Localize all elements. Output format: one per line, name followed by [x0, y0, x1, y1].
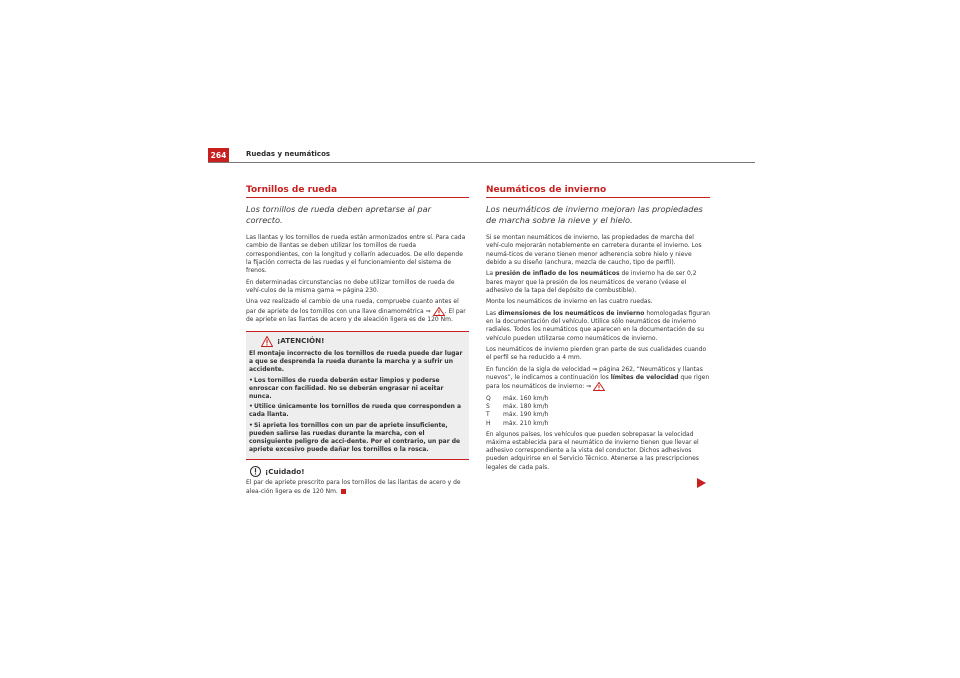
section-end-marker	[341, 489, 346, 494]
paragraph: Las llantas y los tornillos de rueda están armonizados entre sí. Para cada cambio de llantas se deben utilizar los tornillos de rueda correspondientes, con la longitud y collarín adecuados. De ello depende la fijación correcta de las ruedas y el funcionamiento del sistema de frenos.	[246, 234, 466, 275]
section-subtitle: Los tornillos de rueda deben apretarse al par correcto.	[246, 204, 432, 226]
bold-term: presión de inflado de los neumáticos	[494, 270, 620, 278]
paragraph: En algunos países, los vehículos que pueden sobrepasar la velocidad máxima establecida para el neumático de invierno tienen que llevar el adhesivo correspondiente a la vista del conductor. Dichos adhesivos pueden adquirirse en el Servicio Técnico. Atenerse a las prescripciones legales de cada país.	[486, 430, 699, 471]
warning-title: ¡ATENCIÓN!	[277, 336, 325, 346]
page-number: 264	[208, 148, 229, 162]
paragraph: Monte los neumáticos de invierno en las cuatro ruedas.	[486, 298, 653, 306]
caution-box	[246, 466, 469, 495]
bullet-icon: •	[249, 421, 253, 429]
caution-title: ¡Cuidado!	[265, 466, 305, 476]
warning-bullet: •Si aprieta los tornillos con un par de apriete insuficiente, pueden salirse las ruedas durante la marcha, con el consiguiente peligro de acci-dente. Por el contrario, un par de apriete excesivo puede dañar los tornillos o la rosca.	[249, 421, 461, 454]
paragraph: En función de la sigla de velocidad ⇒ página 262, “Neumáticos y llantas nuevos”, le indicamos a continuación los límites de velocidad que rigen para los neumáticos de invierno: ⇒	[486, 366, 710, 391]
warning-bullet: •Utilice únicamente los tornillos de rueda que corresponden a cada llanta.	[249, 403, 462, 419]
header-rule	[208, 162, 755, 163]
bullet-icon: •	[249, 376, 253, 384]
paragraph: La presión de inflado de los neumáticos de invierno ha de ser 0,2 bares mayor que la presión de los neumáticos de verano (véase el adhesivo de la tapa del depósito de combustible).	[486, 270, 697, 294]
section-heading-winter-tyres: Neumáticos de invierno	[486, 186, 710, 198]
section-heading-wheel-bolts: Tornillos de rueda	[246, 186, 469, 198]
paragraph: Los neumáticos de invierno pierden gran parte de sus cualidades cuando el perfil se ha reducido a 4 mm.	[486, 346, 707, 362]
left-column	[246, 186, 469, 499]
bullet-icon: •	[249, 403, 253, 411]
paragraph: Si se montan neumáticos de invierno, las propiedades de marcha del vehí-culo mejorarán notablemente en carretera durante el invierno. Los neumá-ticos de verano tienen menor adherencia sobre hielo y nieve debido a su diseño (anchura, mezcla de caucho, tipo de perfil).	[486, 234, 702, 266]
paragraph: En determinadas circunstancias no debe utilizar tornillos de rueda de vehí-culos de la misma gama ⇒ página 230.	[246, 278, 455, 294]
speed-list	[486, 395, 710, 428]
section-subtitle: Los neumáticos de invierno mejoran las propiedades de marcha sobre la nieve y el hielo.	[486, 204, 703, 226]
right-column	[486, 186, 710, 475]
speed-row: T máx. 190 km/h	[486, 411, 549, 419]
speed-row: Q máx. 160 km/h	[486, 395, 549, 402]
running-title: Ruedas y neumáticos	[246, 150, 331, 158]
paragraph-text: . El par de apriete en las llantas de acero y de aleación ligera es de 120 Nm.	[246, 307, 466, 323]
bold-term: dimensiones de los neumáticos de invierno	[498, 310, 645, 317]
speed-row: H máx. 210 km/h	[486, 419, 549, 427]
caution-icon	[250, 466, 261, 477]
speed-row: S máx. 180 km/h	[486, 403, 549, 411]
bold-term: límites de velocidad	[610, 374, 679, 382]
warning-bullet: •Los tornillos de rueda deberán estar limpios y poderse enroscar con facilidad. No se deberán engrasar ni aceitar nunca.	[249, 376, 444, 401]
warning-icon	[593, 382, 605, 391]
paragraph	[246, 298, 469, 324]
warning-icon	[433, 307, 445, 316]
continue-arrow-icon	[697, 478, 706, 488]
warning-box	[246, 331, 469, 460]
caution-text: El par de apriete prescrito para los tornillos de las llantas de acero y de alea-ción ligera es de 120 Nm.	[246, 479, 461, 495]
warning-intro: El montaje incorrecto de los tornillos de rueda puede dar lugar a que se desprenda la rueda durante la marcha y a sufrir un accidente.	[249, 350, 463, 374]
paragraph: Las dimensiones de los neumáticos de invierno homologadas figuran en la documentación del vehículo. Utilice sólo neumáticos de invierno radiales. Todos los neumáticos que aparecen en la documentación de su vehículo pueden utilizarse como neumáticos de invierno.	[486, 310, 710, 342]
warning-icon	[261, 336, 273, 347]
paragraph-text: Una vez realizado el cambio de una rueda, compruebe cuanto antes el par de apriete de los tornillos con una llave dinamométrica ⇒	[246, 298, 459, 315]
